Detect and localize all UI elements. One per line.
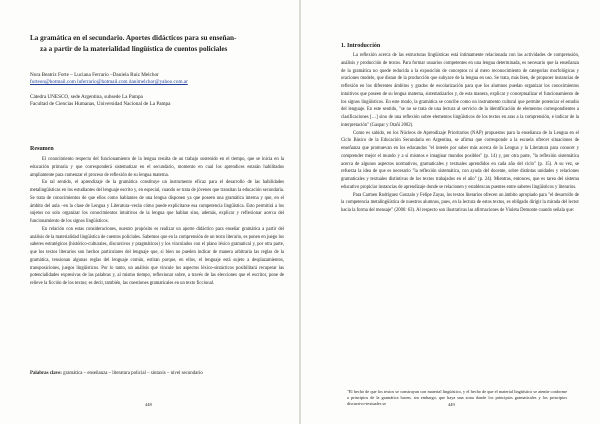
authors-block [30,72,290,86]
right-page [301,0,600,424]
keywords-line [30,371,285,376]
resumen-paragraph: En relación con estas consideraciones, nuestro propósito es realizar un aporte didáctico para enseñar gramática a partir del análisis de la materialidad lingüística de cuentos policiales. Sabemos que en la comprensión de un texto literario, es ponen en juego los saberes estratégicos (histórico-culturales, discursivos y pragmáticos) y los vinculados con el plano léxico gramatical y, por otra parte, que los textos literarios son hechos particulares del lenguaje que, si bien no pueden indicar de manera arbitraria las reglas de la gramática, tensionan algunas reglas del lenguaje común, estiran porque, en ellos, el lenguaje está sujeto a desplazamientos, transposiciones, juegos lingüísticos. Por lo tanto, un análisis que vincule los aspectos léxico-sintácticos posibilitará recuperar las potencialidades expresivas de las palabras y, al mismo tiempo, reflexionar sobre, a través de las elecciones que el escritor, pone de relieve la ficción de los textos; es decir, también, las cuestiones gramaticales en un texto ficcional. [30,226,284,286]
affiliation-line-2: Facultad de Ciencias Humanas, Universidad Nacional de La Pampa [30,101,171,108]
resumen-paragraph: En tal sentido, el aprendizaje de la gramática constituye un instrumento eficaz para el desarrollo de las habilidades metalingüísticas en los estudiantes del lenguaje escrito y, en especial, cuando se trata de jóvenes que transitan la educación secundaria. Se trata de conocimientos de que ellos como hablantes de una lengua disponen ya que poseen una gramática interna y que, en el ámbito del aula –en la clase de Lengua y Literatura–verán cómo puede explicitarse esa competencia lingüística. Esto permitirá a los sujetos no solo organizar los conocimientos intuitivos de la lengua que hablan sino, además, explicar y reflexionar acerca del funcionamiento de los signos lingüísticos. [30,180,284,224]
affiliation-block [30,94,290,108]
section-heading: 1. Introducción [341,43,381,49]
page-number-left: 448 [145,402,152,407]
author-names: Nora Beatriz Forte – Luciana Ferrario –Daniela Ruiz Melchor [30,72,159,78]
title-line-2: za a partir de la materialidad lingüística de cuentos policiales [40,44,228,53]
intro-paragraph: La reflexión acerca de las estructuras lingüísticas está íntimamente relacionada con las actividades de comprensión, análisis y producción de textos. Para formar usuarios competentes en una lengua determinada, es necesario que la enseñanza de la gramática no quede reducida a la exposición de conceptos ni al mero reconocimiento de categorías morfológicas y oraciones modelo, que distan de la producción que subyace de la lengua en uso. Se trata, más bien, de proponer instancias de reflexión en los diferentes ámbitos y grados de escolarización para que los alumnos puedan organizar los conocimientos intuitivos que poseen de su lengua materna, sistematizarlos y, de esta manera, explicar y conceptualizar el funcionamiento de los signos lingüísticos. En este modo, la gramática se concibe como un instrumento cultural que permite potenciar el estudio del lenguaje. En este sentido, "se no se trata de una lectura al servicio de la identificación de elementos correspondientes a clasificaciones […] sino de una reflexión sobre elementos lingüísticos de los textos en aras a la comprensión, e indicar de la interpretación" (Gaspar y Otañi 2002). [341,53,579,128]
resumen-heading: Resumen [30,146,54,152]
resumen-paragraph: El conocimiento respecto del funcionamiento de la lengua resulta de un trabajo sostenido en el tiempo, que se inicia en la educación primaria y que corresponderá sistematizar en el secundario, momento en cual los aprendices estarán habilitados ampliamente para comenzar el proceso de reflexión de su lengua materna. [30,157,284,178]
intro-paragraph: Para Carmen Rodríguez Gonzalo y Felipe Zayas, los textos literarios ofrecen un ámbito apropiado para "el desarrollo de la competencia metalingüística de nuestros alumnos, pues, en la lectura de estos textos, es obligado dirigir la mirada del lector hacia la forma del mensaje" (2006: 63). Al respecto son ilustrativas las afirmaciones de Violeta Demonte cuando señala que: [341,192,579,213]
intro-paragraph: Como es sabido, en los Núcleos de Aprendizaje Prioritarios (NAP) propuestos para la enseñanza de la Lengua en el Ciclo Básico de la Educación Secundaria en Argentina, se afirma que corresponde a la escuela ofrecer situaciones de enseñanza que promuevan en los educandos "el interés por saber más acerca de la Lengua y la Literatura para conocer y comprender mejor el mundo y a sí mismos e imaginar mundos posibles" (p. 14) y, por otra parte, "la reflexión sistemática acerca de algunos aspectos normativos, gramaticales y textuales aprendidos en cada año del ciclo" (p. 15). A su vez, se refuerza la idea de que es necesario "la reflexión sistemática, con ayuda del docente, sobre distintas unidades y relaciones gramaticales y textuales distintivas de los textos trabajados en el año" (p. 24). Mientras, entonces, que es tarea del sistema educativo propiciar instancias de aprendizaje donde se relacionen y establezcan puentes entre saberes lingüísticos y literarios. [341,130,579,190]
affiliation-line-1: Cátedra UNESCO, sede Argentina, subsede La Pampa [30,94,143,100]
introduction-body [341,52,579,215]
block-quote: "El hecho de que los textos se construyan con material lingüístico, y el hecho de que el material lingüístico se atenúe conforme a principios de la gramática hacen, sin embargo, que haya una zona donde los principios gramaticales y los principios discursivo-textuales se [347,389,567,407]
resumen-body [30,156,284,288]
keywords-text: gramática – enseñanza – literatura policial – sintaxis – nivel secundario [63,371,203,376]
keywords-label: Palabras clave: [30,371,62,376]
left-page [0,0,299,424]
page-number-right: 449 [448,402,455,407]
title-line-1: La gramática en el secundario. Aportes didácticos para su enseñan- [30,34,237,42]
author-emails[interactable]: forteon@hotmail.com luferrario@hotmail.com danimelchor@yahoo.com.ar [30,79,188,86]
paper-title [30,33,280,54]
